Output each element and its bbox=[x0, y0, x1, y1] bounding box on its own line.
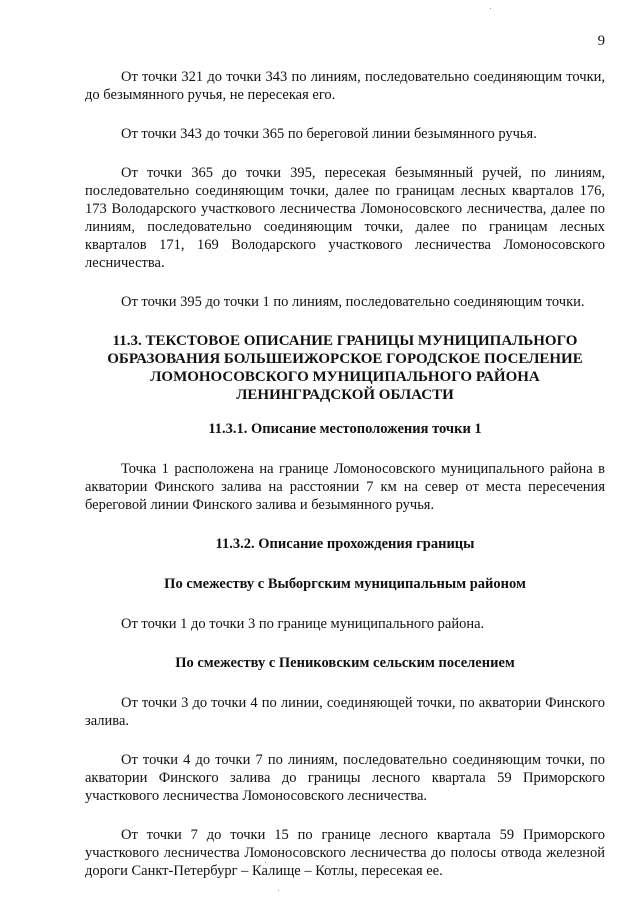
section-heading: 11.3. ТЕКСТОВОЕ ОПИСАНИЕ ГРАНИЦЫ МУНИЦИПАЛЬНОГО ОБРАЗОВАНИЯ БОЛЬШЕИЖОРСКОЕ ГОРОДСКОЕ ПОСЕЛЕНИЕ ЛОМОНОСОВСКОГО МУНИЦИПАЛЬНОГО РАЙОНА ЛЕНИНГРАДСКОЙ ОБЛАСТИ bbox=[107, 333, 583, 403]
paragraph: От точки 395 до точки 1 по линиям, последовательно соединяющим точки. bbox=[121, 294, 585, 310]
subsection-heading: По смежеству с Выборгским муниципальным районом bbox=[164, 576, 526, 592]
subsection-heading: По смежеству с Пениковским сельским поселением bbox=[175, 655, 515, 671]
paragraph: Точка 1 расположена на границе Ломоносовского муниципального района в акватории Финского залива на расстоянии 7 км на север от места пересечения береговой линии Финского залива и безымянного ручья. bbox=[85, 461, 605, 513]
paragraph: От точки 321 до точки 343 по линиям, последовательно соединяющим точки, до безымянного ручья, не пересекая его. bbox=[85, 69, 605, 103]
document-body bbox=[85, 68, 605, 880]
page-number: 9 bbox=[597, 33, 605, 49]
scan-speck bbox=[490, 8, 491, 9]
paragraph: От точки 3 до точки 4 по линии, соединяющей точки, по акватории Финского залива. bbox=[85, 695, 605, 729]
paragraph: От точки 343 до точки 365 по береговой линии безымянного ручья. bbox=[121, 126, 537, 142]
paragraph: От точки 1 до точки 3 по границе муниципального района. bbox=[121, 616, 485, 632]
paragraph: От точки 4 до точки 7 по линиям, последовательно соединяющим точки, по акватории Финского залива до границы лесного квартала 59 Приморского участкового лесничества Ломоносовского лесничества. bbox=[85, 752, 605, 804]
subsection-heading: 11.3.2. Описание прохождения границы bbox=[215, 536, 475, 552]
paragraph: От точки 365 до точки 395, пересекая безымянный ручей, по линиям, последовательно соединяющим точки, далее по границам лесных кварталов 176, 173 Володарского участкового лесничества Ломоносовского лесничества, далее по линиям, последовательно соединяющим точки, далее по границам лесных кварталов 171, 169 Володарского участкового лесничества Ломоносовского лесничества. bbox=[85, 165, 605, 271]
subsection-heading: 11.3.1. Описание местоположения точки 1 bbox=[208, 421, 482, 437]
scan-speck bbox=[278, 890, 279, 891]
paragraph: От точки 7 до точки 15 по границе лесного квартала 59 Приморского участкового лесничества Ломоносовского лесничества до полосы отвода железной дороги Санкт-Петербург – Калище – Котлы, пересекая ее. bbox=[85, 827, 605, 879]
scan-speck bbox=[265, 862, 266, 863]
